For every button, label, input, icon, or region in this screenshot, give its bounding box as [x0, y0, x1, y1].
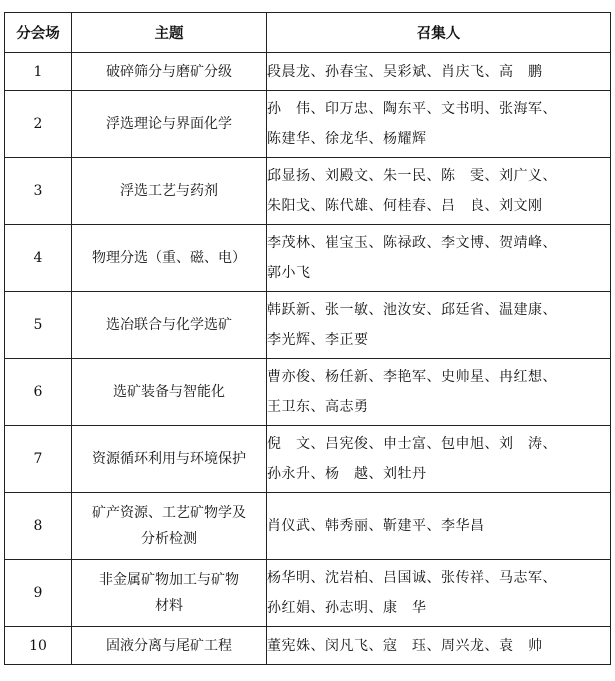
- venue-number: 9: [5, 560, 72, 627]
- table-row: [5, 359, 611, 426]
- convener-cell: [267, 158, 611, 225]
- topic-line: 非金属矿物加工与矿物: [99, 572, 239, 588]
- table-row: [5, 292, 611, 359]
- topic-cell: 选矿装备与智能化: [72, 359, 267, 426]
- convener-line: 杨华明、沈岩柏、吕国诚、张传祥、马志军、: [267, 570, 557, 586]
- table-row: [5, 91, 611, 158]
- header-convener: 召集人: [267, 13, 611, 53]
- topic-line: 材料: [155, 598, 183, 614]
- table-row: [5, 493, 611, 560]
- header-topic: 主题: [72, 13, 267, 53]
- convener-line: 韩跃新、张一敏、池汝安、邱廷省、温建康、: [267, 302, 557, 318]
- table-row: [5, 560, 611, 627]
- venue-number: 4: [5, 225, 72, 292]
- convener-cell: [267, 225, 611, 292]
- convener-line: 孙红娟、孙志明、康 华: [267, 600, 427, 616]
- table-row: [5, 158, 611, 225]
- convener-line: 倪 文、吕宪俊、申士富、包申旭、刘 涛、: [267, 436, 557, 452]
- convener-line: 邱显扬、刘殿文、朱一民、陈 雯、刘广义、: [267, 168, 557, 184]
- cropped-previous-line: [0, 0, 615, 12]
- table-header-row: [5, 13, 611, 53]
- table-row: [5, 53, 611, 91]
- convener-cell: [267, 627, 611, 665]
- convener-cell: [267, 292, 611, 359]
- convener-cell: [267, 359, 611, 426]
- table-row: [5, 426, 611, 493]
- convener-line: 李光辉、李正要: [267, 332, 369, 348]
- topic-line: 矿产资源、工艺矿物学及: [92, 505, 246, 521]
- convener-line: 孙 伟、印万忠、陶东平、文书明、张海军、: [267, 101, 557, 117]
- convener-line: 孙永升、杨 越、刘牡丹: [267, 466, 427, 482]
- convener-cell: [267, 53, 611, 91]
- topic-cell: 选冶联合与化学选矿: [72, 292, 267, 359]
- convener-cell: [267, 426, 611, 493]
- topic-line: 分析检测: [141, 531, 197, 547]
- venue-number: 8: [5, 493, 72, 560]
- venue-number: 5: [5, 292, 72, 359]
- venue-number: 10: [5, 627, 72, 665]
- venue-number: 3: [5, 158, 72, 225]
- convener-line: 肖仪武、韩秀丽、靳建平、李华昌: [267, 518, 485, 534]
- convener-line: 曹亦俊、杨任新、李艳军、史帅星、冉红想、: [267, 369, 557, 385]
- topic-cell: 资源循环利用与环境保护: [72, 426, 267, 493]
- convener-line: 王卫东、高志勇: [267, 399, 369, 415]
- venue-number: 2: [5, 91, 72, 158]
- convener-cell: [267, 493, 611, 560]
- table-row: [5, 627, 611, 665]
- topic-cell: [72, 493, 267, 560]
- topic-cell: 固液分离与尾矿工程: [72, 627, 267, 665]
- header-venue: 分会场: [5, 13, 72, 53]
- convener-line: 郭小飞: [267, 265, 311, 281]
- convener-cell: [267, 560, 611, 627]
- venue-number: 1: [5, 53, 72, 91]
- topic-cell: [72, 560, 267, 627]
- sub-venue-table: [4, 12, 611, 665]
- convener-line: 朱阳戈、陈代雄、何桂春、吕 良、刘文刚: [267, 198, 543, 214]
- venue-number: 6: [5, 359, 72, 426]
- topic-cell: 破碎筛分与磨矿分级: [72, 53, 267, 91]
- convener-line: 段晨龙、孙春宝、吴彩斌、肖庆飞、高 鹏: [267, 63, 543, 80]
- convener-line: 董宪姝、闵凡飞、寇 珏、周兴龙、袁 帅: [267, 637, 543, 654]
- topic-cell: 浮选理论与界面化学: [72, 91, 267, 158]
- venue-number: 7: [5, 426, 72, 493]
- table-row: [5, 225, 611, 292]
- convener-line: 陈建华、徐龙华、杨耀辉: [267, 131, 427, 147]
- topic-cell: 物理分选（重、磁、电）: [72, 225, 267, 292]
- topic-cell: 浮选工艺与药剂: [72, 158, 267, 225]
- convener-cell: [267, 91, 611, 158]
- convener-line: 李茂林、崔宝玉、陈禄政、李文博、贺靖峰、: [267, 235, 557, 251]
